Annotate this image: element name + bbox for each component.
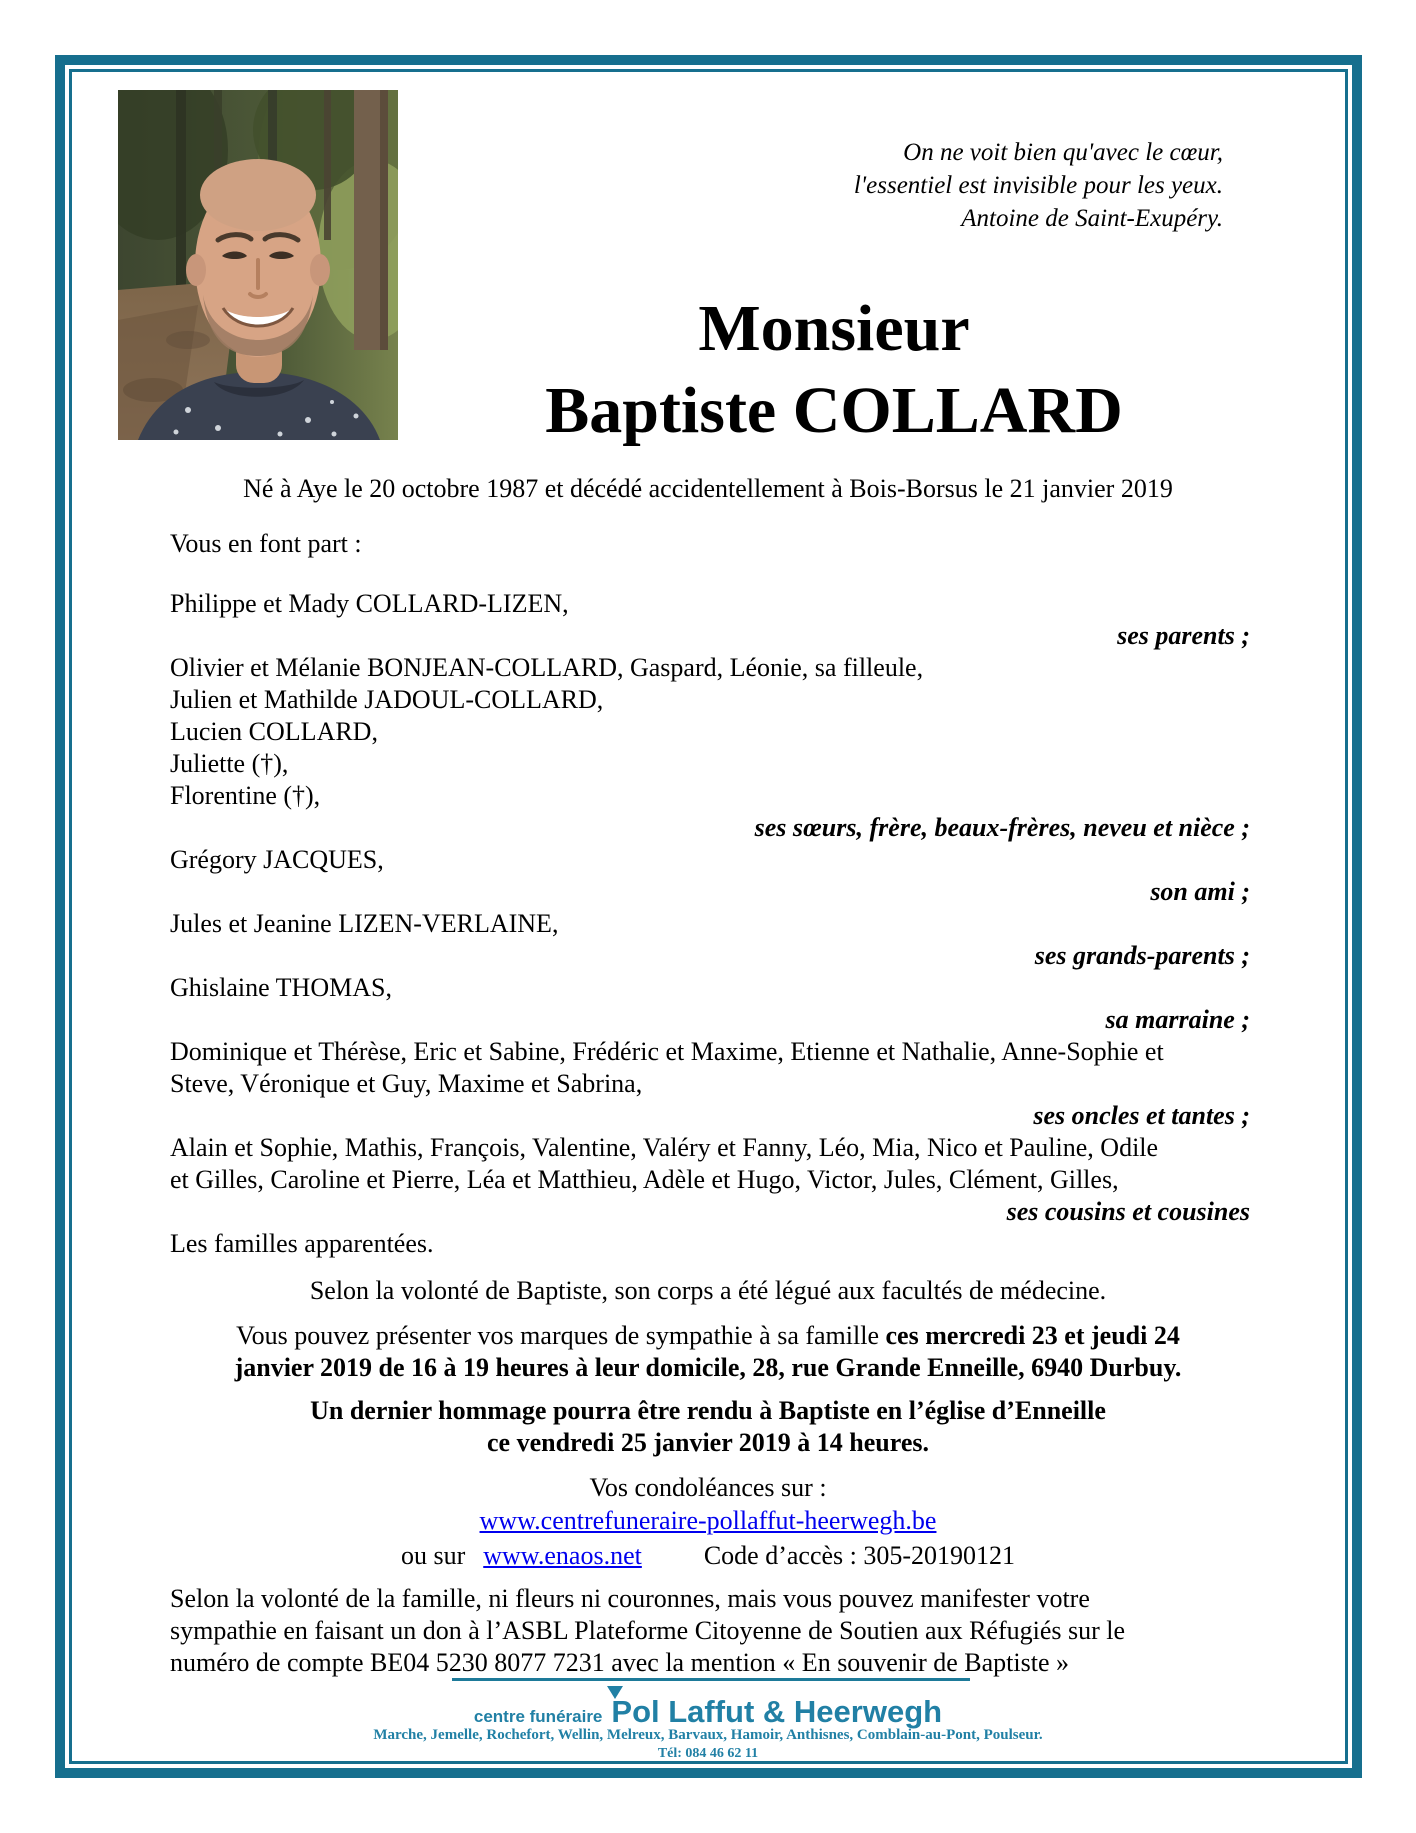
brand-name: Pol Laffut & Heerwegh (611, 1694, 943, 1729)
donation-line: sympathie en faisant un don à l’ASBL Plateforme Citoyenne de Soutien aux Réfugiés sur le (170, 1616, 1126, 1645)
title-honorific: Monsieur (698, 292, 970, 365)
title-deceased-name: Baptiste COLLARD (545, 374, 1123, 447)
funeral-home-website-link[interactable]: www.centrefuneraire-pollaffut-heerwegh.be (479, 1506, 937, 1535)
footer-divider-rule (452, 1678, 970, 1681)
family-line: Lucien COLLARD, (170, 717, 378, 746)
family-line: Ghislaine THOMAS, (170, 973, 392, 1002)
quote-attribution: Antoine de Saint-Exupéry. (961, 205, 1223, 232)
announcement-line: Vous en font part : (170, 529, 362, 558)
condolences-link-row (56, 1505, 1360, 1537)
family-line: Florentine (†), (170, 781, 321, 810)
funeral-home-logo (56, 1694, 1360, 1730)
visitation-line-1 (56, 1320, 1360, 1352)
memorial-quote (854, 136, 1223, 235)
family-line: Olivier et Mélanie BONJEAN-COLLARD, Gaspard, Léonie, sa filleule, (170, 653, 924, 682)
legacy-line: Selon la volonté de Baptiste, son corps a été légué aux facultés de médecine. (309, 1276, 1107, 1305)
family-line: Les familles apparentées. (170, 1229, 434, 1258)
family-line: et Gilles, Caroline et Pierre, Léa et Matthieu, Adèle et Hugo, Victor, Jules, Clément, Gilles, (170, 1165, 1119, 1194)
donation-line: numéro de compte BE04 5230 8077 7231 avec la mention « En souvenir de Baptiste » (170, 1648, 1069, 1677)
birth-death-line: Né à Aye le 20 octobre 1987 et décédé accidentellement à Bois-Borsus le 21 janvier 2019 (243, 474, 1173, 503)
footer-phone: Tél: 084 46 62 11 (657, 1746, 759, 1761)
relation-label: ses cousins et cousines (1006, 1197, 1250, 1226)
enaos-row (56, 1540, 1360, 1572)
family-line: Alain et Sophie, Mathis, François, Valentine, Valéry et Fanny, Léo, Mia, Nico et Pauline, Odile (170, 1133, 1159, 1162)
family-line: Grégory JACQUES, (170, 845, 384, 874)
family-line: Philippe et Mady COLLARD-LIZEN, (170, 589, 569, 618)
quote-line: l'essentiel est invisible pour les yeux. (853, 172, 1223, 199)
access-code: Code d’accès : 305-20190121 (703, 1541, 1016, 1570)
relation-label: ses sœurs, frère, beaux-frères, neveu et nièce ; (754, 813, 1250, 842)
relation-label: ses parents ; (1117, 621, 1250, 650)
enaos-prefix: ou sur (400, 1541, 466, 1570)
family-line: Steve, Véronique et Guy, Maxime et Sabrina, (170, 1069, 643, 1098)
relation-label: ses oncles et tantes ; (1033, 1101, 1250, 1130)
tribute-line-2: ce vendredi 25 janvier 2019 à 14 heures. (487, 1428, 929, 1457)
relation-label: son ami ; (1150, 877, 1250, 906)
footer-cities: Marche, Jemelle, Rochefort, Wellin, Melreux, Barvaux, Hamoir, Anthisnes, Comblain-au-Pont, Poulseur. (373, 1727, 1043, 1743)
family-line: Julien et Mathilde JADOUL-COLLARD, (170, 685, 604, 714)
visitation-dates: ces mercredi 23 et jeudi 24 (885, 1321, 1180, 1350)
enaos-link[interactable]: www.enaos.net (483, 1541, 642, 1570)
relation-label: sa marraine ; (1105, 1005, 1250, 1034)
visitation-line-2: janvier 2019 de 16 à 19 heures à leur domicile, 28, rue Grande Enneille, 6940 Durbuy. (234, 1353, 1182, 1382)
family-line: Jules et Jeanine LIZEN-VERLAINE, (170, 909, 559, 938)
visitation-text: Vous pouvez présenter vos marques de sympathie à sa famille (236, 1321, 886, 1350)
page-title (252, 288, 1416, 452)
tribute-line-1: Un dernier hommage pourra être rendu à Baptiste en l’église d’Enneille (310, 1396, 1106, 1425)
family-line: Dominique et Thérèse, Eric et Sabine, Frédéric et Maxime, Etienne et Nathalie, Anne-Sophie et (170, 1037, 1164, 1066)
donation-line: Selon la volonté de la famille, ni fleurs ni couronnes, mais vous pouvez manifester votre (170, 1584, 1090, 1613)
relation-label: ses grands-parents ; (1034, 941, 1250, 970)
condolences-heading: Vos condoléances sur : (589, 1473, 827, 1502)
brand-prefix: centre funéraire (473, 1707, 603, 1726)
family-line: Juliette (†), (170, 749, 289, 778)
quote-line: On ne voit bien qu'avec le cœur, (903, 139, 1223, 166)
